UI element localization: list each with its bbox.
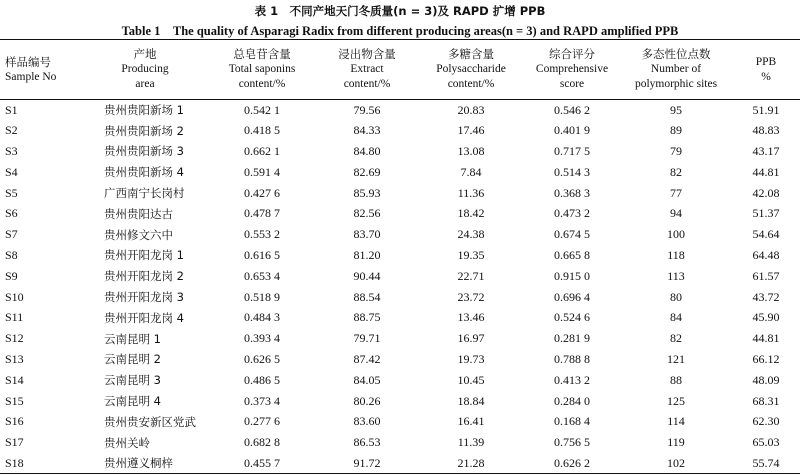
header-label: score xyxy=(559,78,585,90)
cell-comprehensive-score: 0.915 0 xyxy=(554,268,590,283)
cell-ppb: 61.57 xyxy=(752,268,780,283)
cell-total-saponins: 0.591 4 xyxy=(244,164,280,179)
cell-sample-no: S13 xyxy=(5,351,24,366)
cell-polymorphic-sites: 94 xyxy=(670,206,682,221)
cell-producing-area: 云南昆明 3 xyxy=(104,373,161,388)
header-sample-no xyxy=(0,40,82,100)
header-label: 多态性位点数 xyxy=(641,47,711,61)
header-label: polymorphic sites xyxy=(634,78,718,90)
cell-comprehensive-score: 0.788 8 xyxy=(554,351,590,366)
table-caption-english: Table 1 The quality of Asparagi Radix from different producing areas(n = 3) and RAPD amplified PPB xyxy=(121,24,679,38)
cell-producing-area: 贵州关岭 xyxy=(104,435,150,450)
cell-producing-area: 云南昆明 4 xyxy=(104,394,161,409)
cell-comprehensive-score: 0.368 3 xyxy=(554,185,590,200)
header-label: content/% xyxy=(343,78,391,90)
header-label: content/% xyxy=(447,78,495,90)
cell-ppb: 66.12 xyxy=(752,351,780,366)
table-body xyxy=(0,100,800,474)
cell-total-saponins: 0.542 1 xyxy=(244,102,280,117)
cell-polysaccharide: 11.36 xyxy=(457,185,485,200)
cell-extract: 83.60 xyxy=(353,414,381,429)
cell-polysaccharide: 13.08 xyxy=(457,143,485,158)
table-caption-chinese: 表 1 不同产地天门冬质量(n = 3)及 RAPD 扩增 PPB xyxy=(254,4,546,18)
cell-sample-no: S6 xyxy=(5,206,18,221)
table-row xyxy=(0,203,800,224)
header-label: Comprehensive xyxy=(535,63,609,75)
header-extract xyxy=(316,40,418,100)
table-row xyxy=(0,349,800,370)
cell-total-saponins: 0.455 7 xyxy=(208,453,316,474)
table-row xyxy=(0,120,800,141)
cell-sample-no: S1 xyxy=(5,102,18,117)
cell-comprehensive-score: 0.665 8 xyxy=(554,247,590,262)
cell-extract: 90.44 xyxy=(353,268,381,283)
quality-table xyxy=(0,39,800,474)
cell-total-saponins: 0.486 5 xyxy=(244,372,280,387)
cell-ppb: 54.64 xyxy=(752,227,780,242)
cell-ppb: 42.08 xyxy=(752,185,780,200)
header-label: PPB xyxy=(755,55,777,68)
cell-comprehensive-score: 0.696 4 xyxy=(554,289,590,304)
cell-total-saponins: 0.277 6 xyxy=(244,414,280,429)
cell-total-saponins: 0.484 3 xyxy=(244,310,280,325)
table-row xyxy=(0,307,800,328)
cell-polysaccharide: 16.41 xyxy=(457,414,485,429)
cell-total-saponins: 0.682 8 xyxy=(244,435,280,450)
cell-ppb: 64.48 xyxy=(752,247,780,262)
cell-extract: 88.54 xyxy=(353,289,381,304)
header-polysaccharide xyxy=(418,40,524,100)
table-row xyxy=(0,245,800,266)
cell-total-saponins: 0.626 5 xyxy=(244,351,280,366)
cell-polysaccharide: 7.84 xyxy=(460,164,482,179)
table-row xyxy=(0,453,800,474)
cell-producing-area: 贵州开阳龙岗 3 xyxy=(104,290,184,305)
cell-producing-area: 贵州贵阳新场 2 xyxy=(104,123,184,138)
cell-ppb: 51.91 xyxy=(752,102,780,117)
cell-comprehensive-score: 0.401 9 xyxy=(554,123,590,138)
cell-polymorphic-sites: 100 xyxy=(667,227,685,242)
cell-total-saponins: 0.662 1 xyxy=(244,143,280,158)
cell-sample-no: S4 xyxy=(5,164,18,179)
cell-sample-no: S17 xyxy=(5,435,24,450)
header-label: area xyxy=(135,78,155,90)
cell-extract: 84.80 xyxy=(353,143,381,158)
header-label: 产地 xyxy=(133,47,157,61)
cell-sample-no: S5 xyxy=(5,185,18,200)
cell-polymorphic-sites: 125 xyxy=(667,393,685,408)
cell-ppb: 45.90 xyxy=(752,310,780,325)
cell-ppb: 44.81 xyxy=(752,164,780,179)
cell-extract: 83.70 xyxy=(353,227,381,242)
table-row xyxy=(0,328,800,349)
cell-total-saponins: 0.518 9 xyxy=(244,289,280,304)
cell-comprehensive-score: 0.524 6 xyxy=(554,310,590,325)
header-producing-area xyxy=(82,40,208,100)
cell-sample-no: S3 xyxy=(5,143,18,158)
cell-total-saponins: 0.616 5 xyxy=(244,247,280,262)
cell-extract: 85.93 xyxy=(353,185,381,200)
table-row xyxy=(0,266,800,287)
cell-ppb: 43.72 xyxy=(752,289,780,304)
cell-ppb: 44.81 xyxy=(752,331,780,346)
cell-comprehensive-score: 0.546 2 xyxy=(554,102,590,117)
cell-polysaccharide: 21.28 xyxy=(418,453,524,474)
cell-polymorphic-sites: 79 xyxy=(670,143,682,158)
cell-total-saponins: 0.427 6 xyxy=(244,185,280,200)
cell-ppb: 68.31 xyxy=(752,393,780,408)
cell-producing-area: 贵州开阳龙岗 2 xyxy=(104,269,184,284)
header-ppb xyxy=(732,40,800,100)
cell-producing-area: 贵州贵安新区党武 xyxy=(104,414,196,429)
cell-total-saponins: 0.373 4 xyxy=(244,393,280,408)
cell-producing-area: 贵州修文六中 xyxy=(104,227,173,242)
cell-extract: 84.05 xyxy=(353,372,381,387)
cell-producing-area: 贵州开阳龙岗 1 xyxy=(104,248,184,263)
cell-polymorphic-sites: 118 xyxy=(667,247,685,262)
cell-sample-no: S7 xyxy=(5,227,18,242)
table-row xyxy=(0,224,800,245)
cell-extract: 87.42 xyxy=(353,351,381,366)
cell-comprehensive-score: 0.717 5 xyxy=(554,143,590,158)
cell-sample-no: S14 xyxy=(5,372,24,387)
table-header-row xyxy=(0,40,800,100)
table-row xyxy=(0,141,800,162)
cell-polymorphic-sites: 89 xyxy=(670,123,682,138)
cell-polysaccharide: 19.35 xyxy=(457,247,485,262)
cell-polymorphic-sites: 82 xyxy=(670,164,682,179)
cell-sample-no: S16 xyxy=(5,414,24,429)
cell-producing-area: 贵州开阳龙岗 4 xyxy=(104,310,184,325)
cell-producing-area: 云南昆明 2 xyxy=(104,352,161,367)
cell-polymorphic-sites: 77 xyxy=(670,185,682,200)
cell-ppb: 62.30 xyxy=(752,414,780,429)
cell-ppb: 48.83 xyxy=(752,123,780,138)
cell-polysaccharide: 11.39 xyxy=(457,435,485,450)
cell-polymorphic-sites: 88 xyxy=(670,372,682,387)
header-label: % xyxy=(761,70,771,83)
header-label: Number of xyxy=(650,63,702,75)
cell-extract: 79.71 xyxy=(353,331,381,346)
cell-ppb: 43.17 xyxy=(752,143,780,158)
cell-ppb: 55.74 xyxy=(732,453,800,474)
cell-ppb: 51.37 xyxy=(752,206,780,221)
header-label: 多糖含量 xyxy=(448,47,494,61)
header-label: Polysaccharide xyxy=(436,63,506,75)
cell-total-saponins: 0.553 2 xyxy=(244,227,280,242)
cell-polysaccharide: 10.45 xyxy=(457,372,485,387)
cell-sample-no: S12 xyxy=(5,331,24,346)
cell-extract: 82.56 xyxy=(353,206,381,221)
cell-polysaccharide: 13.46 xyxy=(457,310,485,325)
cell-extract: 84.33 xyxy=(353,123,381,138)
cell-total-saponins: 0.478 7 xyxy=(244,206,280,221)
cell-polysaccharide: 16.97 xyxy=(457,331,485,346)
header-label: 综合评分 xyxy=(549,47,595,61)
cell-producing-area: 贵州贵阳新场 1 xyxy=(104,103,184,118)
cell-comprehensive-score: 0.281 9 xyxy=(554,331,590,346)
table-row xyxy=(0,287,800,308)
header-polymorphic-sites xyxy=(620,40,732,100)
cell-sample-no: S18 xyxy=(0,453,82,474)
header-label: 样品编号 xyxy=(5,54,51,69)
header-label: Sample No xyxy=(5,70,57,83)
cell-comprehensive-score: 0.473 2 xyxy=(554,206,590,221)
cell-polymorphic-sites: 84 xyxy=(670,310,682,325)
cell-comprehensive-score: 0.756 5 xyxy=(554,435,590,450)
cell-comprehensive-score: 0.284 0 xyxy=(554,393,590,408)
cell-polymorphic-sites: 80 xyxy=(670,289,682,304)
cell-producing-area: 云南昆明 1 xyxy=(104,331,161,346)
cell-polysaccharide: 20.83 xyxy=(457,102,485,117)
cell-sample-no: S15 xyxy=(5,393,24,408)
header-total-saponins xyxy=(208,40,316,100)
table-row xyxy=(0,162,800,183)
cell-ppb: 48.09 xyxy=(752,372,780,387)
cell-polymorphic-sites: 113 xyxy=(667,268,685,283)
header-comprehensive-score xyxy=(524,40,620,100)
cell-extract: 91.72 xyxy=(316,453,418,474)
header-label: 浸出物含量 xyxy=(338,47,396,61)
table-row xyxy=(0,432,800,453)
cell-polysaccharide: 22.71 xyxy=(457,268,485,283)
header-label: Producing xyxy=(121,63,169,75)
cell-comprehensive-score: 0.514 3 xyxy=(554,164,590,179)
cell-ppb: 65.03 xyxy=(752,435,780,450)
cell-polymorphic-sites: 121 xyxy=(667,351,685,366)
cell-producing-area: 贵州贵阳达古 xyxy=(104,206,173,221)
cell-extract: 80.26 xyxy=(353,393,381,408)
cell-extract: 88.75 xyxy=(353,310,381,325)
cell-extract: 82.69 xyxy=(353,164,381,179)
cell-comprehensive-score: 0.168 4 xyxy=(554,414,590,429)
cell-sample-no: S9 xyxy=(5,268,18,283)
cell-polysaccharide: 23.72 xyxy=(457,289,485,304)
table-row xyxy=(0,100,800,121)
table-row xyxy=(0,183,800,204)
cell-sample-no: S11 xyxy=(5,310,24,325)
cell-producing-area: 广西南宁长岗村 xyxy=(104,186,185,201)
header-label: content/% xyxy=(238,78,286,90)
table-row xyxy=(0,411,800,432)
cell-comprehensive-score: 0.413 2 xyxy=(554,372,590,387)
cell-producing-area: 贵州贵阳新场 4 xyxy=(104,165,184,180)
cell-extract: 81.20 xyxy=(353,247,381,262)
cell-sample-no: S2 xyxy=(5,123,18,138)
cell-extract: 79.56 xyxy=(353,102,381,117)
cell-polymorphic-sites: 114 xyxy=(667,414,685,429)
cell-comprehensive-score: 0.674 5 xyxy=(554,227,590,242)
cell-extract: 86.53 xyxy=(353,435,381,450)
cell-polysaccharide: 17.46 xyxy=(457,123,485,138)
header-label: Extract xyxy=(350,63,384,75)
header-label: 总皂苷含量 xyxy=(233,47,291,61)
cell-polymorphic-sites: 102 xyxy=(620,453,732,474)
table-row xyxy=(0,370,800,391)
cell-total-saponins: 0.418 5 xyxy=(244,123,280,138)
cell-total-saponins: 0.393 4 xyxy=(244,331,280,346)
cell-comprehensive-score: 0.626 2 xyxy=(524,453,620,474)
cell-polymorphic-sites: 82 xyxy=(670,331,682,346)
cell-polysaccharide: 18.84 xyxy=(457,393,485,408)
cell-polymorphic-sites: 119 xyxy=(667,435,685,450)
table-row xyxy=(0,391,800,412)
cell-polysaccharide: 24.38 xyxy=(457,227,485,242)
cell-sample-no: S8 xyxy=(5,247,18,262)
cell-sample-no: S10 xyxy=(5,289,24,304)
cell-total-saponins: 0.653 4 xyxy=(244,268,280,283)
cell-polymorphic-sites: 95 xyxy=(670,102,682,117)
cell-polysaccharide: 19.73 xyxy=(457,351,485,366)
header-label: Total saponins xyxy=(228,63,296,75)
cell-polysaccharide: 18.42 xyxy=(457,206,485,221)
cell-producing-area: 贵州遵义桐梓 xyxy=(82,453,208,474)
cell-producing-area: 贵州贵阳新场 3 xyxy=(104,144,184,159)
